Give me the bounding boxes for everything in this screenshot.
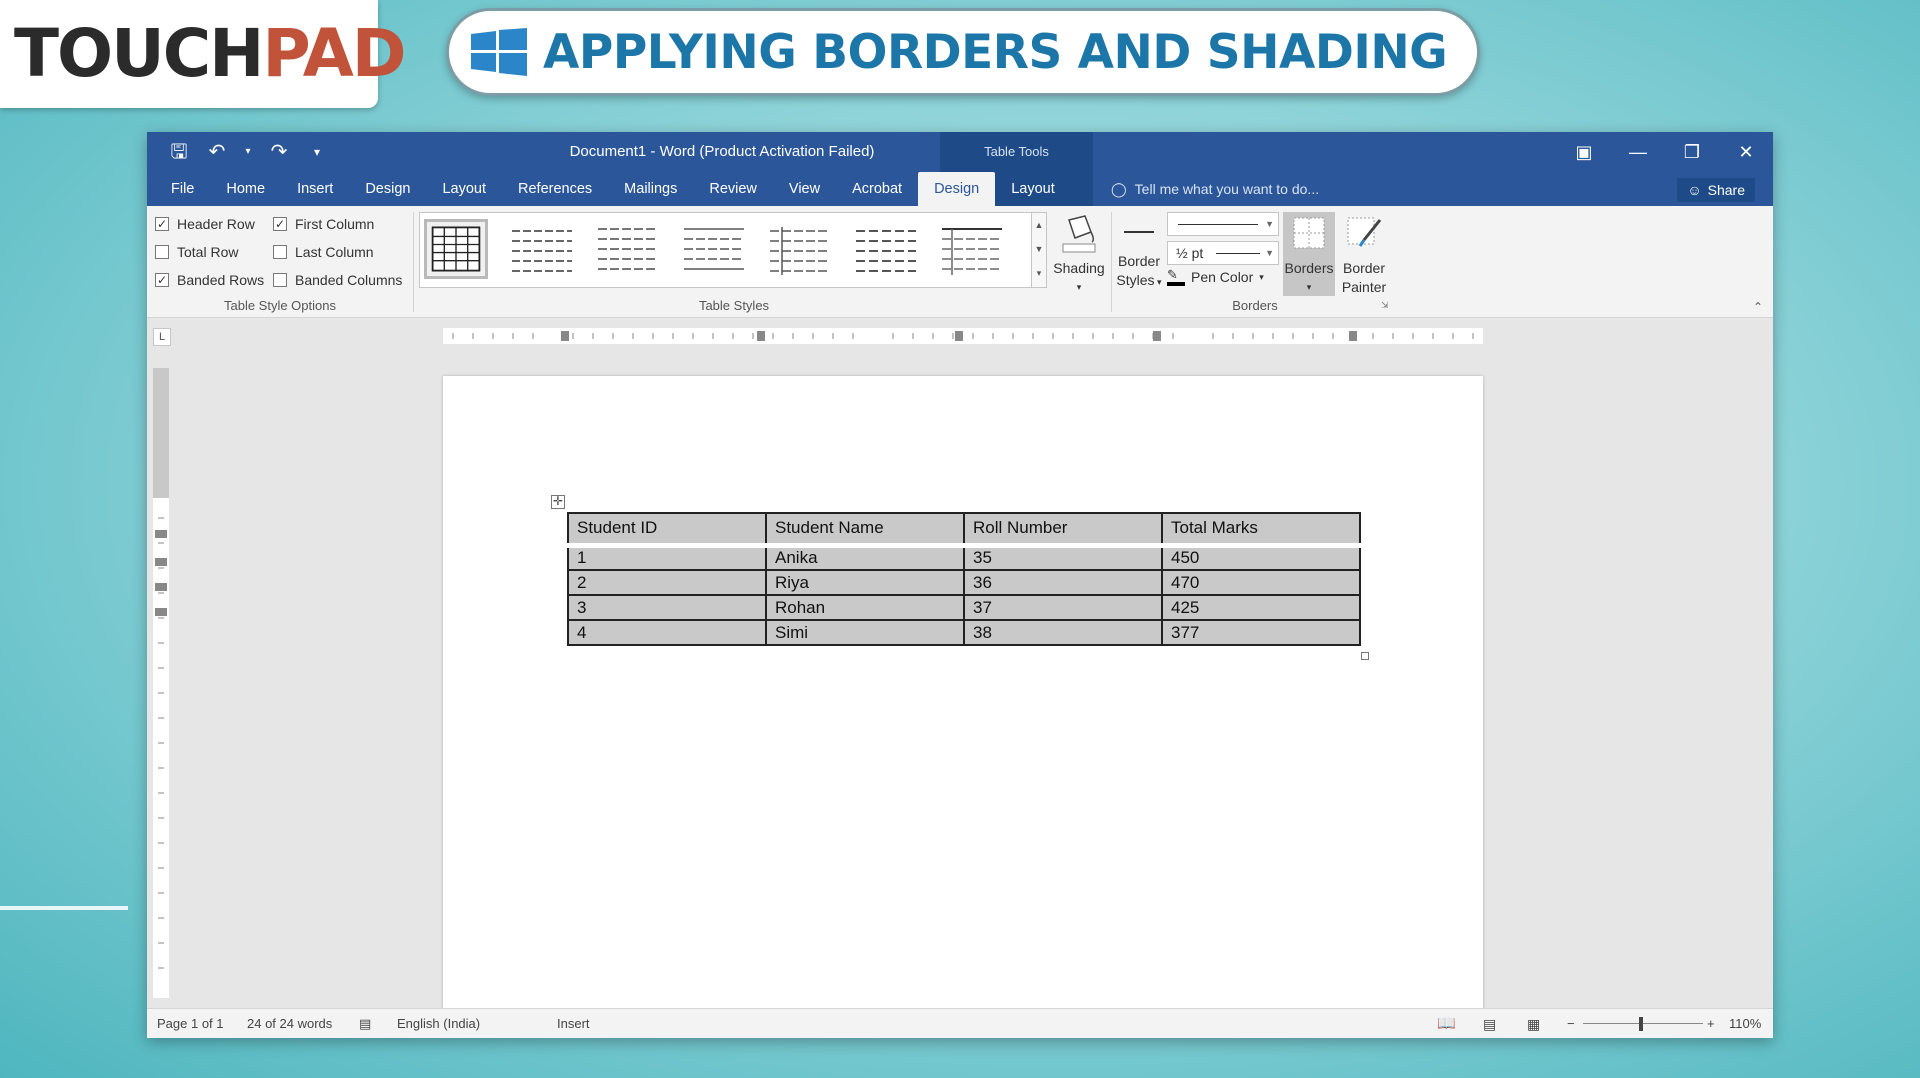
lesson-title-banner [446, 8, 1480, 96]
table-cell[interactable]: Riya [766, 570, 964, 595]
table-styles-gallery [419, 212, 1033, 288]
ribbon-display-icon[interactable]: ▣ [1575, 142, 1593, 162]
gallery-up-icon[interactable]: ▲ [1034, 220, 1044, 230]
paint-bucket-icon [1059, 212, 1099, 254]
table-cell[interactable]: 377 [1162, 620, 1360, 645]
table-cell[interactable]: 3 [568, 595, 766, 620]
shading-caret-icon: ▾ [1076, 282, 1082, 292]
line-weight-value: ½ pt [1176, 245, 1204, 261]
border-painter-line1: Border [1342, 260, 1386, 276]
table-style-first-column[interactable] [768, 219, 832, 279]
close-icon[interactable]: ✕ [1738, 142, 1754, 162]
logo-text-pad: PAD [262, 15, 405, 92]
table-header-row [568, 513, 1360, 545]
quick-access-toolbar [167, 140, 329, 164]
border-painter-line2: Painter [1341, 279, 1387, 295]
gallery-down-icon[interactable]: ▼ [1034, 244, 1044, 254]
tab-mailings[interactable]: Mailings [624, 181, 678, 197]
tab-references[interactable]: References [518, 181, 593, 197]
last-column-checkbox[interactable] [273, 242, 402, 262]
gallery-more-icon[interactable]: ▾ [1036, 268, 1042, 278]
tab-design[interactable]: Design [365, 181, 411, 197]
tab-view[interactable]: View [788, 181, 821, 197]
share-label: Share [1707, 182, 1745, 198]
line-weight-sample [1216, 253, 1260, 254]
style-options-col1 [155, 214, 264, 290]
table-cell[interactable]: 1 [568, 545, 766, 570]
border-painter-button[interactable] [1337, 212, 1391, 297]
separator [413, 212, 414, 312]
zoom-slider-thumb[interactable] [1639, 1017, 1643, 1031]
borders-label: Borders [1284, 260, 1334, 276]
banded-rows-checkbox[interactable] [155, 270, 264, 290]
decorative-line [0, 906, 128, 910]
person-icon: ☺ [1687, 182, 1702, 198]
share-button[interactable] [1677, 178, 1755, 202]
table-row [568, 595, 1360, 620]
touchpad-logo [0, 0, 405, 108]
banded-rows-label: Banded Rows [177, 272, 265, 288]
checkbox-mark [155, 245, 169, 259]
save-icon[interactable]: 🖫 [170, 141, 188, 163]
tab-file[interactable]: File [171, 181, 195, 197]
student-table[interactable] [567, 512, 1361, 646]
horizontal-ruler[interactable] [443, 328, 1483, 344]
table-style-dashed-3[interactable] [854, 219, 918, 279]
zoom-level[interactable]: 110% [1729, 1016, 1762, 1031]
table-row [568, 620, 1360, 645]
tab-selector-icon[interactable]: L [153, 328, 171, 346]
border-styles-line2: Styles [1116, 272, 1155, 288]
tab-home[interactable]: Home [226, 181, 266, 197]
tell-me-placeholder: Tell me what you want to do... [1134, 181, 1320, 197]
table-style-dashed-2[interactable] [596, 219, 660, 279]
word-window [147, 132, 1773, 1038]
checkbox-mark: ✓ [156, 273, 168, 287]
checkbox-mark [273, 245, 287, 259]
table-cell[interactable]: 35 [964, 545, 1162, 570]
header-row-label: Header Row [177, 216, 255, 232]
tell-me-box[interactable] [1111, 172, 1319, 206]
table-cell[interactable]: 4 [568, 620, 766, 645]
header-cell[interactable]: Student Name [766, 513, 964, 545]
line-style-sample [1178, 224, 1258, 225]
pen-color-button[interactable] [1167, 268, 1264, 286]
borders-dialog-launcher-icon[interactable]: ⇲ [1381, 300, 1389, 310]
border-styles-button[interactable] [1115, 212, 1163, 292]
table-cell[interactable]: Simi [766, 620, 964, 645]
table-styles-label: Table Styles [698, 298, 770, 313]
table-row [568, 570, 1360, 595]
web-layout-icon[interactable]: ▦ [1527, 1016, 1541, 1032]
chevron-down-icon: ▼ [1265, 219, 1274, 229]
table-style-plain-lines[interactable] [682, 219, 746, 279]
table-cell[interactable]: Anika [766, 545, 964, 570]
windows-logo-icon [469, 28, 529, 76]
table-style-options-label: Table Style Options [223, 298, 336, 313]
table-cell[interactable]: 36 [964, 570, 1162, 595]
banded-columns-label: Banded Columns [295, 272, 403, 288]
word-count[interactable]: 24 of 24 words [247, 1016, 333, 1031]
table-style-header-first[interactable] [940, 219, 1004, 279]
banded-columns-checkbox[interactable] [273, 270, 402, 290]
pen-color-caret-icon: ▾ [1259, 271, 1264, 282]
checkbox-mark [273, 273, 287, 287]
style-options-col2 [273, 214, 402, 290]
table-cell[interactable]: 470 [1162, 570, 1360, 595]
vertical-ruler[interactable] [153, 368, 169, 998]
gallery-scroll[interactable] [1031, 212, 1047, 288]
minimize-icon[interactable]: — [1629, 142, 1647, 162]
table-tools-label: Table Tools [984, 144, 1049, 159]
zoom-slider[interactable] [1583, 1023, 1703, 1024]
redo-icon[interactable]: ↷ [270, 141, 288, 163]
shading-button[interactable] [1051, 212, 1107, 297]
table-cell[interactable]: 2 [568, 570, 766, 595]
logo-text-touch: TOUCH [14, 15, 263, 92]
insert-mode[interactable]: Insert [557, 1016, 590, 1031]
first-column-label: First Column [295, 216, 375, 232]
table-style-grid[interactable] [424, 219, 488, 279]
customize-qat-icon[interactable]: ▾ [313, 145, 321, 159]
border-styles-line1: Border [1117, 253, 1161, 269]
checkbox-mark: ✓ [156, 217, 168, 231]
lightbulb-icon: ◯ [1111, 181, 1127, 197]
undo-icon[interactable]: ↶ [208, 141, 226, 163]
shading-label: Shading [1053, 260, 1105, 276]
restore-icon[interactable]: ❐ [1683, 142, 1701, 162]
table-cell[interactable]: 425 [1162, 595, 1360, 620]
pen-icon: ✎ [1167, 268, 1185, 286]
table-cell[interactable]: Rohan [766, 595, 964, 620]
proofing-icon[interactable]: ▤ [359, 1016, 372, 1031]
borders-button[interactable] [1283, 212, 1335, 296]
header-cell[interactable]: Total Marks [1162, 513, 1360, 545]
page-count[interactable]: Page 1 of 1 [157, 1016, 224, 1031]
tab-table-layout[interactable]: Layout [1011, 181, 1055, 197]
line-sample-icon [1115, 212, 1163, 252]
chevron-down-icon: ▼ [1265, 248, 1274, 258]
tab-insert[interactable]: Insert [297, 181, 334, 197]
tab-acrobat[interactable]: Acrobat [852, 181, 903, 197]
tab-layout[interactable]: Layout [442, 181, 487, 197]
collapse-ribbon-icon[interactable]: ⌃ [1753, 300, 1764, 314]
separator [1111, 212, 1112, 312]
header-row-checkbox[interactable] [155, 214, 264, 234]
table-cell[interactable]: 37 [964, 595, 1162, 620]
table-row [568, 545, 1360, 570]
borders-group-label: Borders [1232, 298, 1278, 313]
total-row-label: Total Row [177, 244, 239, 260]
language[interactable]: English (India) [397, 1016, 481, 1031]
status-bar [147, 1008, 1773, 1038]
table-resize-handle-icon[interactable] [1361, 652, 1369, 660]
document-title: Document1 - Word (Product Activation Failed) [569, 143, 875, 160]
border-painter-icon [1344, 214, 1384, 254]
borders-grid-icon [1290, 214, 1328, 254]
print-layout-icon[interactable]: ▤ [1483, 1016, 1497, 1032]
zoom-in-icon[interactable]: + [1707, 1016, 1715, 1031]
undo-dropdown-icon[interactable]: ▾ [245, 146, 251, 157]
border-styles-caret-icon: ▾ [1154, 277, 1162, 287]
document-page[interactable] [443, 376, 1483, 1016]
first-column-checkbox[interactable] [273, 214, 402, 234]
ribbon-tabs [147, 172, 1071, 206]
borders-caret-icon: ▾ [1306, 282, 1312, 292]
window-controls [1557, 132, 1773, 172]
pen-color-label: Pen Color [1191, 269, 1254, 285]
line-style-combo[interactable] [1167, 212, 1279, 236]
lesson-title: APPLYING BORDERS AND SHADING [543, 24, 1448, 80]
table-style-dashed-1[interactable] [510, 219, 574, 279]
total-row-checkbox[interactable] [155, 242, 264, 262]
ribbon [147, 206, 1773, 318]
tab-review[interactable]: Review [709, 181, 757, 197]
header-cell[interactable]: Student ID [568, 513, 766, 545]
zoom-out-icon[interactable]: − [1567, 1016, 1575, 1031]
last-column-label: Last Column [295, 244, 374, 260]
line-weight-combo[interactable] [1167, 241, 1279, 265]
header-cell[interactable]: Roll Number [964, 513, 1162, 545]
checkbox-mark: ✓ [274, 217, 286, 231]
table-cell[interactable]: 450 [1162, 545, 1360, 570]
table-cell[interactable]: 38 [964, 620, 1162, 645]
table-move-handle-icon[interactable]: ✛ [552, 494, 564, 508]
read-mode-icon[interactable]: 📖 [1437, 1015, 1456, 1032]
tab-table-design[interactable]: Design [918, 172, 995, 206]
